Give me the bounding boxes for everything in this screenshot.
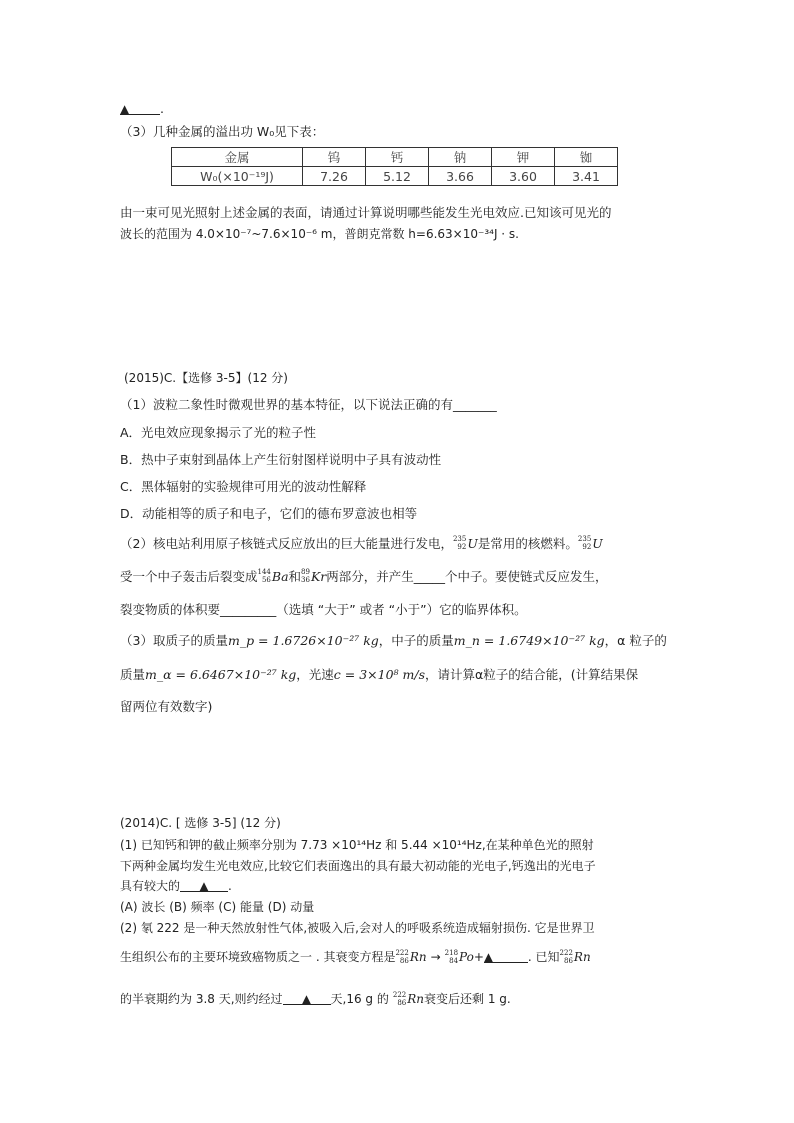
charge-number: 36 (301, 576, 310, 584)
q2-text: 是常用的核燃料。 (477, 536, 578, 551)
light-speed: c = 3×10⁸ m/s (333, 667, 426, 682)
q2-decay-line (120, 948, 591, 965)
table-header-label: 金属 (172, 148, 303, 167)
paragraph-line: 波长的范围为 4.0×10⁻⁷~7.6×10⁻⁶ m，普朗克常数 h=6.63×10⁻³⁴J · s. (120, 227, 520, 241)
q2-line: (2) 氡 222 是一种天然放射性气体,被吸入后,会对人的呼吸系统造成辐射损伤. 它是世界卫 (120, 921, 595, 935)
table-row (172, 148, 618, 167)
q1-text: . (228, 879, 232, 893)
q2-text: 衰变后还剩 1 g. (424, 992, 511, 1006)
section-heading-2015: (2015)C.【选修 3-5】(12 分) (124, 371, 288, 385)
mass-number: 218 (444, 948, 459, 957)
mass-number: 144 (257, 568, 271, 576)
table-value: 3.66 (429, 167, 492, 186)
answer-blank: ▲ (484, 950, 528, 963)
option-item: C．黑体辐射的实验规律可用光的波动性解释 (120, 479, 367, 494)
element-symbol: Po (459, 949, 474, 964)
element-symbol: U (592, 535, 603, 551)
nuclide-po218 (445, 949, 474, 965)
element-symbol: Ba (271, 568, 289, 584)
table-row-label: W₀(×10⁻¹⁹J) (172, 167, 303, 186)
q2-line1 (120, 534, 603, 552)
q2-text: 天,16 g 的 (330, 992, 389, 1006)
table-metal: 铷 (555, 148, 618, 167)
q3-line3: 留两位有效数字) (120, 699, 213, 714)
paragraph-line: 由一束可见光照射上述金属的表面，请通过计算说明哪些能发生光电效应.已知该可见光的 (120, 205, 612, 220)
answer-blank-line (120, 101, 164, 116)
q3-line1 (120, 631, 667, 649)
q3-text: ，光速 (296, 667, 334, 682)
q2-text: 的半衰期约为 3.8 天,则约经过 (120, 992, 283, 1006)
q1-text: （1）波粒二象性时微观世界的基本特征，以下说法正确的有_______ (120, 397, 497, 412)
table-metal: 钨 (303, 148, 366, 167)
mass-number: 222 (559, 948, 573, 957)
q1-options: (A) 波长 (B) 频率 (C) 能量 (D) 动量 (120, 900, 315, 914)
proton-mass: m_p = 1.6726×10⁻²⁷ kg (227, 633, 379, 648)
table-value: 7.26 (303, 167, 366, 186)
q1-text: 具有较大的 (120, 879, 181, 893)
q1-line: 下两种金属均发生光电效应,比较它们表面逸出的具有最大初动能的光电子,钙逸出的光电子 (120, 859, 596, 873)
mass-number: 235 (452, 535, 467, 543)
q3-line2 (120, 665, 638, 683)
q2-text: 和 (288, 569, 302, 584)
work-function-table (171, 147, 618, 186)
table-metal: 钙 (366, 148, 429, 167)
mass-number: 89 (301, 568, 310, 576)
mass-number: 222 (395, 948, 409, 957)
option-item: A．光电效应现象揭示了光的粒子性 (120, 425, 317, 440)
q3-text: 质量 (120, 667, 146, 682)
q1-line (120, 877, 232, 894)
arrow-icon: → (430, 949, 441, 964)
neutron-mass: m_n = 1.6749×10⁻²⁷ kg (453, 633, 605, 648)
charge-number: 86 (564, 956, 573, 965)
nuclide-kr89 (301, 568, 326, 584)
q1-line: (1) 已知钙和钾的截止频率分别为 7.73 ×10¹⁴Hz 和 5.44 ×10¹⁴Hz,在某种单色光的照射 (120, 838, 594, 852)
charge-number: 84 (449, 956, 459, 965)
mass-number: 235 (577, 535, 592, 543)
answer-blank: ▲ (120, 102, 160, 115)
element-symbol: Kr (310, 568, 327, 584)
q2-text: . 已知 (527, 950, 560, 964)
element-symbol: Rn (573, 949, 591, 964)
q3-text: ，请计算α粒子的结合能，(计算结果保 (425, 667, 639, 682)
q2-halflife-line (120, 990, 511, 1007)
nuclide-rn222 (560, 949, 591, 965)
element-symbol: U (467, 535, 478, 551)
charge-number: 92 (582, 543, 592, 551)
q2-text: 两部分，并产生_____个中子。要使链式反应发生， (326, 569, 608, 584)
answer-blank: ▲ (180, 879, 228, 892)
table-metal: 钾 (492, 148, 555, 167)
nuclide-rn222 (395, 949, 426, 965)
charge-number: 86 (399, 956, 409, 965)
element-symbol: Rn (409, 949, 427, 964)
nuclide-u235 (578, 535, 603, 551)
plus-sign: + (473, 949, 484, 964)
section-heading-2014: (2014)C. [ 选修 3-5] (12 分) (120, 816, 281, 830)
table-metal: 钠 (429, 148, 492, 167)
mass-number: 222 (392, 990, 407, 999)
q2-line3: 裂变物质的体积要_________（选填 “大于” 或者 “小于”）它的临界体积。 (120, 602, 527, 617)
charge-number: 56 (261, 576, 271, 584)
table-value: 3.41 (555, 167, 618, 186)
q3-text: （3）取质子的质量 (120, 633, 228, 648)
charge-number: 92 (457, 543, 467, 551)
table-value: 5.12 (366, 167, 429, 186)
option-item: B．热中子束射到晶体上产生衍射图样说明中子具有波动性 (120, 452, 442, 467)
q2-text: （2）核电站利用原子核链式反应放出的巨大能量进行发电， (120, 536, 453, 551)
nuclide-ba144 (258, 568, 289, 584)
table-row (172, 167, 618, 186)
q3-text: ，α 粒子的 (604, 633, 667, 648)
q2-text: 受一个中子轰击后裂变成 (120, 569, 258, 584)
answer-end: . (160, 101, 164, 116)
alpha-mass: m_α = 6.6467×10⁻²⁷ kg (145, 667, 297, 682)
answer-blank: ▲ (283, 992, 331, 1005)
table-value: 3.60 (492, 167, 555, 186)
charge-number: 86 (397, 998, 407, 1007)
element-symbol: Rn (407, 991, 425, 1006)
nuclide-rn222 (393, 991, 424, 1007)
nuclide-u235 (453, 535, 478, 551)
option-item: D．动能相等的质子和电子，它们的德布罗意波也相等 (120, 506, 418, 521)
q3-text: ，中子的质量 (378, 633, 454, 648)
q2-line2 (120, 567, 608, 585)
q2-text: 生组织公布的主要环境致癌物质之一 . 其衰变方程是 (120, 950, 396, 964)
q3-intro: （3）几种金属的溢出功 W₀见下表： (120, 124, 325, 139)
